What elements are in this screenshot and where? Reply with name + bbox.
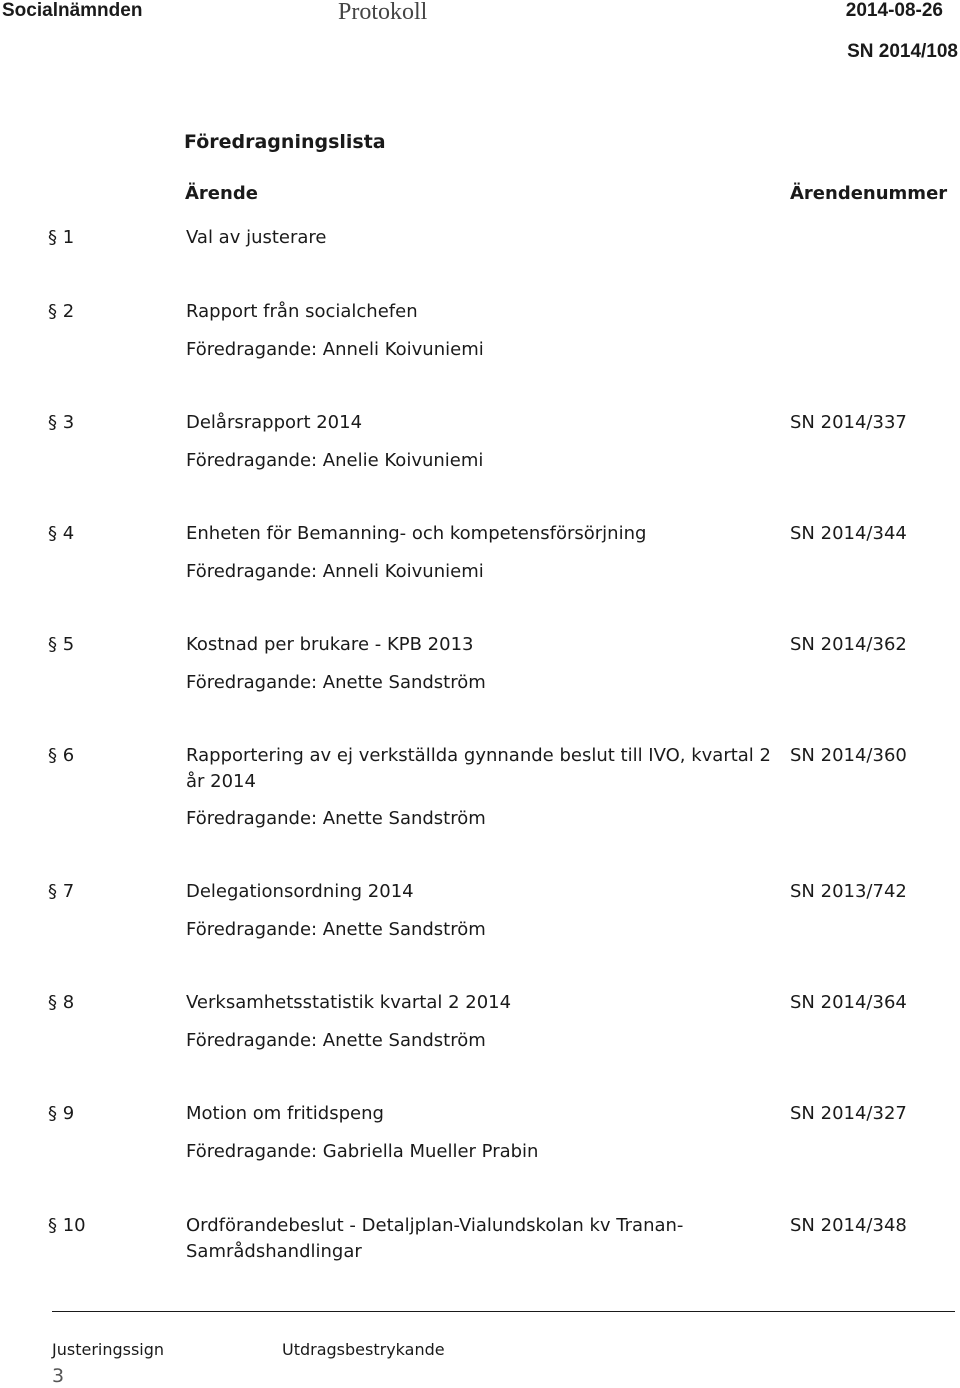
item-presenter: Föredragande: Anette Sandström (186, 919, 486, 940)
item-case-number: SN 2013/742 (790, 881, 907, 902)
document-type: Protokoll (338, 0, 428, 25)
item-presenter: Föredragande: Gabriella Mueller Prabin (186, 1141, 539, 1162)
item-case-number: SN 2014/344 (790, 523, 907, 544)
paragraph-number: § 8 (48, 992, 75, 1013)
item-case-number: SN 2014/362 (790, 634, 907, 655)
item-presenter: Föredragande: Anette Sandström (186, 808, 486, 829)
item-subject: Ordförandebeslut - Detaljplan-Vialundskolan kv Tranan-Samrådshandlingar (186, 1215, 684, 1262)
agenda-title: Föredragningslista (184, 131, 386, 153)
footer-divider (52, 1311, 955, 1312)
paragraph-number: § 5 (48, 634, 75, 655)
paragraph-number: § 10 (48, 1215, 86, 1236)
meeting-date: 2014-08-26 (845, 0, 943, 21)
item-case-number: SN 2014/327 (790, 1103, 907, 1124)
item-subject: Val av justerare (186, 227, 327, 248)
item-subject: Verksamhetsstatistik kvartal 2 2014 (186, 992, 512, 1013)
item-subject: Enheten för Bemanning- och kompetensförsörjning (186, 523, 647, 544)
paragraph-number: § 2 (48, 301, 75, 322)
item-subject: Delegationsordning 2014 (186, 881, 414, 902)
item-case-number: SN 2014/337 (790, 412, 907, 433)
item-presenter: Föredragande: Anneli Koivuniemi (186, 561, 484, 582)
paragraph-number: § 7 (48, 881, 75, 902)
paragraph-number: § 3 (48, 412, 75, 433)
item-subject: Rapportering av ej verkställda gynnande beslut till IVO, kvartal 2 år 2014 (186, 745, 771, 792)
item-subject: Rapport från socialchefen (186, 301, 418, 322)
item-presenter: Föredragande: Anelie Koivuniemi (186, 450, 484, 471)
document-reference: SN 2014/108 (847, 41, 958, 62)
item-subject: Motion om fritidspeng (186, 1103, 384, 1124)
item-presenter: Föredragande: Anette Sandström (186, 1030, 486, 1051)
item-case-number: SN 2014/360 (790, 745, 907, 766)
page-number: 3 (52, 1365, 65, 1387)
paragraph-number: § 4 (48, 523, 75, 544)
column-header-subject: Ärende (185, 183, 258, 204)
paragraph-number: § 6 (48, 745, 75, 766)
organization-name: Socialnämnden (2, 0, 143, 21)
item-subject: Delårsrapport 2014 (186, 412, 363, 433)
paragraph-number: § 9 (48, 1103, 75, 1124)
item-presenter: Föredragande: Anneli Koivuniemi (186, 339, 484, 360)
extract-label: Utdragsbestrykande (282, 1340, 445, 1359)
item-presenter: Föredragande: Anette Sandström (186, 672, 486, 693)
item-case-number: SN 2014/364 (790, 992, 907, 1013)
item-case-number: SN 2014/348 (790, 1215, 907, 1236)
signature-label: Justeringssign (52, 1340, 165, 1359)
paragraph-number: § 1 (48, 227, 75, 248)
item-subject: Kostnad per brukare - KPB 2013 (186, 634, 474, 655)
column-header-number: Ärendenummer (790, 183, 948, 204)
